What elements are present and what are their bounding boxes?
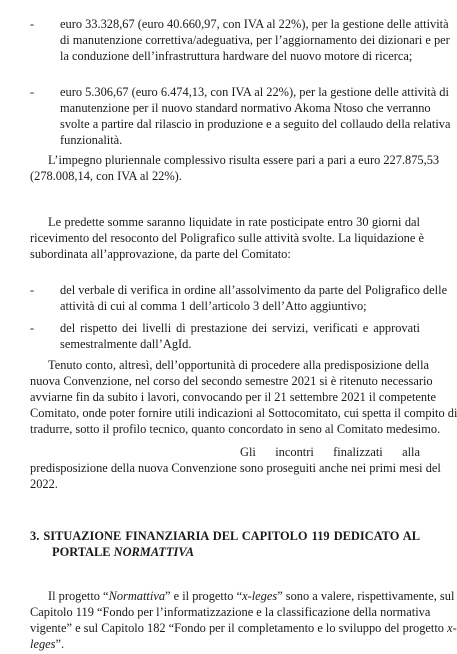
- bullet-dash: -: [30, 283, 35, 297]
- text-line: [30, 620, 457, 636]
- paragraph-impegno: [30, 152, 440, 184]
- heading-italic-text: NORMATTIVA: [113, 545, 194, 559]
- text-line: 2022.: [30, 477, 58, 491]
- bullet-text: [60, 282, 448, 314]
- text-line: tradurre, sotto il profilo tecnico, quanto concordato in seno al Comitato medesimo.: [30, 422, 441, 436]
- text-line: svolte a partire dal rilascio in produzione e a seguito del collaudo della relativa: [60, 117, 451, 131]
- text-line: Tenuto conto, altresì, dell’opportunità di procedere alla predisposizione della: [48, 358, 430, 372]
- heading-text: PORTALE: [52, 545, 114, 559]
- text-line: (278.008,14, con IVA al 22%).: [30, 169, 182, 183]
- paragraph-incontri: [30, 444, 441, 492]
- text-line: manutenzione per il nuovo standard normativo Akoma Ntoso che verranno: [60, 101, 431, 115]
- heading-line: [30, 544, 420, 560]
- paragraph-progetto: [30, 588, 457, 652]
- paragraph-liquidazione: [30, 214, 424, 262]
- italic-run: Normattiva: [108, 589, 166, 603]
- text-run: Il progetto “: [48, 589, 109, 603]
- text-line: la conduzione dell’infrastruttura hardware del nuovo motore di ricerca;: [60, 49, 413, 63]
- bullet-dash: -: [30, 321, 35, 335]
- text-run: ” sono a valere, rispettivamente, sul: [277, 589, 455, 603]
- text-run: vigente” e sul Capitolo 182 “Fondo per il completamento e lo sviluppo del progetto: [30, 621, 448, 635]
- text-line: L’impegno pluriennale complessivo risulta essere pari a pari a euro 227.875,53: [48, 153, 440, 167]
- text-run: ”.: [55, 637, 65, 651]
- text-line: Le predette somme saranno liquidate in rate posticipate entro 30 giorni dal: [48, 215, 420, 229]
- bullet-dash: -: [30, 17, 35, 31]
- bullet-text: [60, 84, 451, 148]
- heading-line: 3. SITUAZIONE FINANZIARIA DEL CAPITOLO 119 DEDICATO AL: [30, 529, 420, 543]
- text-line: funzionalità.: [60, 133, 123, 147]
- text-line: Capitolo 119 “Fondo per l’informatizzazione e la classificazione della normativa: [30, 605, 431, 619]
- text-line: semestralmente dall’AgId.: [60, 337, 192, 351]
- text-line: di manutenzione correttiva/adeguativa, per l’aggiornamento dei dizionari e per: [60, 33, 450, 47]
- text-line: del rispetto dei livelli di prestazione dei servizi, verificati e approvati: [60, 321, 420, 335]
- text-line: predisposizione della nuova Convenzione sono proseguiti anche nei primi mesi del: [30, 461, 441, 475]
- text-line: [30, 636, 420, 652]
- text-line: Gli incontri finalizzati alla: [240, 445, 420, 459]
- text-line: del verbale di verifica in ordine all’assolvimento da parte del Poligrafico delle: [60, 283, 448, 297]
- text-line: [30, 588, 455, 604]
- text-line: attività di cui al comma 1 dell’articolo 3 dell’Atto aggiuntivo;: [60, 299, 367, 313]
- section-heading: [30, 528, 420, 560]
- italic-run: x-: [447, 621, 457, 635]
- text-line: euro 33.328,67 (euro 40.660,97, con IVA al 22%), per la gestione delle attività: [60, 17, 449, 31]
- bullet-dash: -: [30, 85, 35, 99]
- text-line: subordinata all’approvazione, da parte del Comitato:: [30, 247, 291, 261]
- text-line: ricevimento del resoconto del Poligrafico sulle attività svolte. La liquidazione è: [30, 231, 424, 245]
- bullet-text: [60, 320, 420, 352]
- italic-run: x-leges: [242, 589, 278, 603]
- text-line: nuova Convenzione, nel corso del secondo semestre 2021 si è ritenuto necessario: [30, 374, 433, 388]
- text-run: ” e il progetto “: [165, 589, 243, 603]
- paragraph-tenuto-conto: [30, 357, 457, 437]
- italic-run: leges: [30, 637, 56, 651]
- bullet-text: [60, 16, 450, 64]
- text-line: euro 5.306,67 (euro 6.474,13, con IVA al 22%), per la gestione delle attività di: [60, 85, 449, 99]
- text-line: Comitato, onde poter fornire utili indicazioni al Sottocomitato, cui spetta il compito di: [30, 406, 457, 420]
- text-line: avviarne fin da subito i lavori, convocando per il 21 settembre 2021 il competente: [30, 390, 437, 404]
